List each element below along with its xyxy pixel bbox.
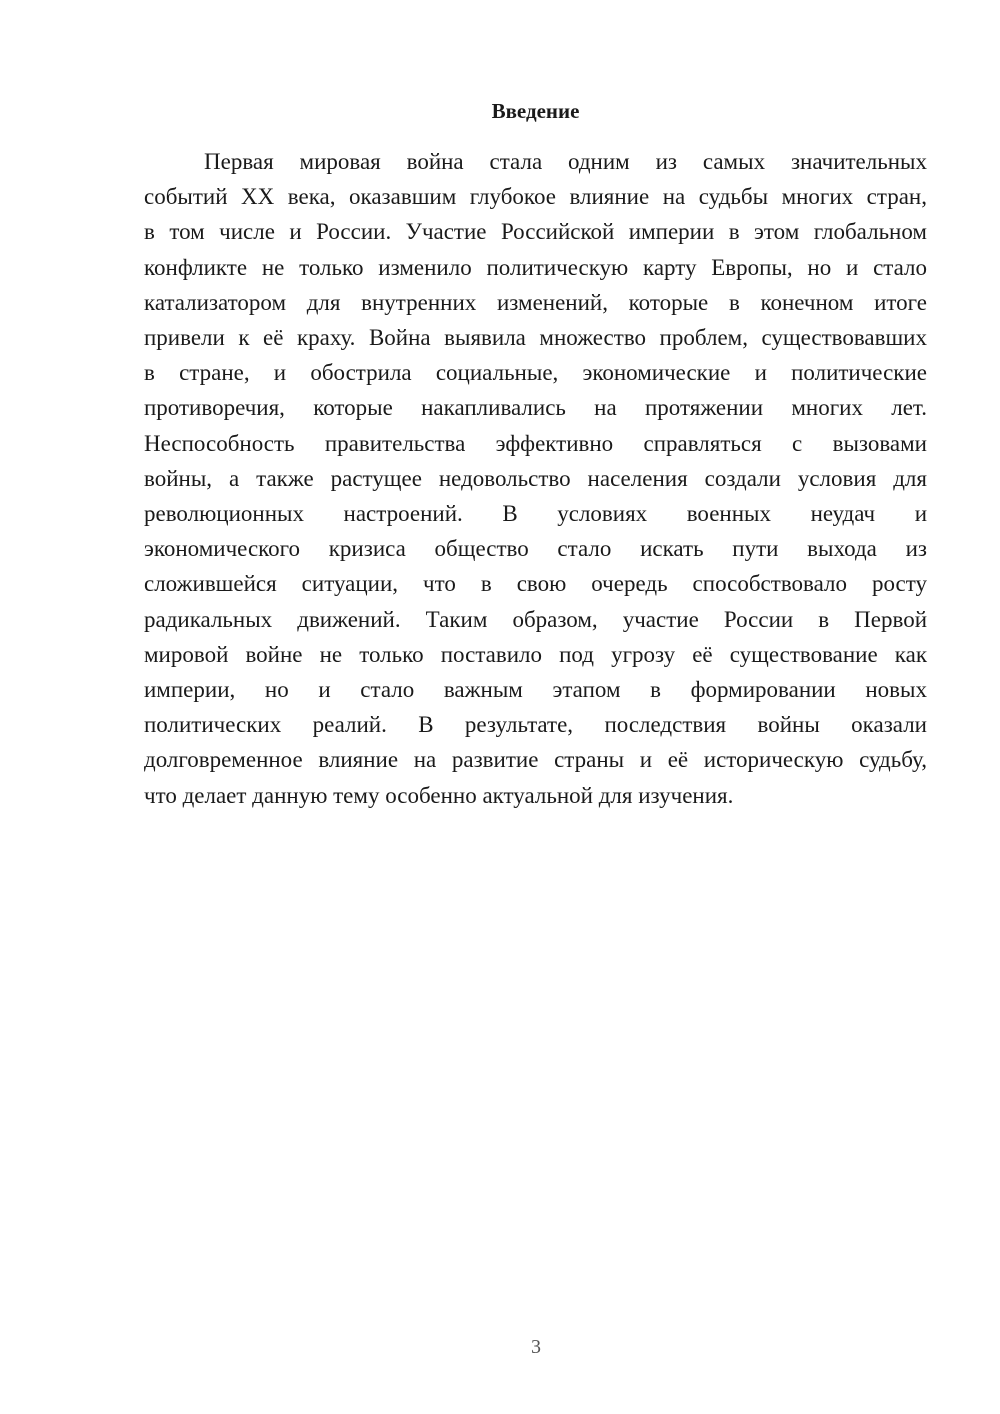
paragraph-line: войны, а также растущее недовольство населения создали условия для bbox=[144, 465, 927, 491]
paragraph-line: в том числе и России. Участие Российской империи в этом глобальном bbox=[144, 219, 927, 245]
paragraph-line: экономического кризиса общество стало искать пути выхода из bbox=[144, 536, 927, 562]
paragraph-line: конфликте не только изменило политическую карту Европы, но и стало bbox=[144, 254, 927, 280]
paragraph-line: долговременное влияние на развитие страны и её историческую судьбу, bbox=[144, 747, 927, 773]
page-number: 3 bbox=[531, 1336, 541, 1358]
paragraph-line: событий XX века, оказавшим глубокое влияние на судьбы многих стран, bbox=[144, 184, 927, 210]
paragraph-line: радикальных движений. Таким образом, участие России в Первой bbox=[144, 606, 927, 632]
paragraph-line: империи, но и стало важным этапом в формировании новых bbox=[144, 677, 927, 703]
paragraph-line: катализатором для внутренних изменений, которые в конечном итоге bbox=[144, 289, 927, 315]
paragraph-line: противоречия, которые накапливались на протяжении многих лет. bbox=[144, 395, 927, 421]
paragraph-line: революционных настроений. В условиях военных неудач и bbox=[144, 501, 927, 527]
paragraph-line: Неспособность правительства эффективно справляться с вызовами bbox=[144, 430, 927, 456]
paragraph-line: Первая мировая война стала одним из самых значительных bbox=[204, 149, 927, 174]
paragraph-line: политических реалий. В результате, последствия войны оказали bbox=[144, 712, 927, 738]
paragraph-line: сложившейся ситуации, что в свою очередь способствовало росту bbox=[144, 571, 927, 597]
body-paragraph bbox=[144, 144, 927, 813]
paragraph-line: в стране, и обострила социальные, экономические и политические bbox=[144, 360, 927, 386]
paragraph-line: привели к её краху. Война выявила множество проблем, существовавших bbox=[144, 325, 927, 351]
section-heading: Введение bbox=[491, 99, 580, 123]
paragraph-line: мировой войне не только поставило под угрозу её существование как bbox=[144, 641, 927, 667]
paragraph-line: что делает данную тему особенно актуальной для изучения. bbox=[144, 782, 734, 808]
